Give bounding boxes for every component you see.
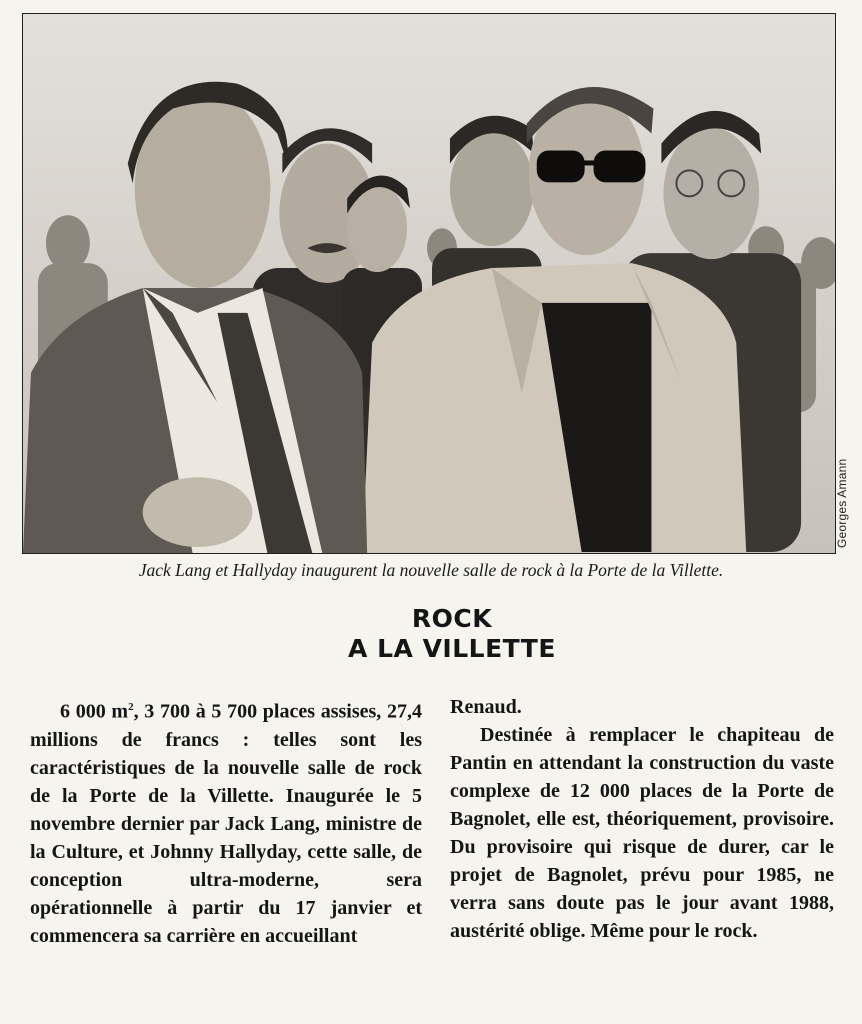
- paragraph-1-start: 6 000 m: [60, 700, 129, 723]
- paragraph-1-end: Renaud.: [450, 696, 522, 718]
- photo-caption: Jack Lang et Hallyday inaugurent la nouvelle salle de rock à la Porte de la Villette.: [138, 560, 724, 580]
- article-column-1: [30, 693, 422, 950]
- crowd-photo-illustration: [23, 14, 835, 553]
- article-title: [0, 604, 862, 664]
- article-column-2: [450, 693, 834, 945]
- paragraph-1: [30, 693, 422, 950]
- news-photo: [22, 13, 836, 554]
- article-title-line-1: ROCK: [411, 604, 493, 633]
- photo-credit: Georges Amann: [835, 458, 849, 548]
- superscript-squared: 2: [128, 701, 134, 713]
- paragraph-1-rest: , 3 700 à 5 700 places assises, 27,4 millions de francs : telles sont les caractéristiques de la nouvelle salle de rock de la Porte de la Villette. Inaugurée le 5 novembre dernier par Jack Lang, ministre de la Culture, et Johnny Hallyday, cette salle, de conception ultra-moderne, sera opérationnelle à partir du 17 janvier et commencera sa carrière en accueillant: [30, 700, 422, 947]
- article-title-line-2: A LA VILLETTE: [348, 634, 556, 663]
- paragraph-2: Destinée à remplacer le chapiteau de Pantin en attendant la construction du vaste complexe de 12 000 places de la Porte de Bagnolet, elle est, théoriquement, provisoire. Du provisoire qui risque de durer, car le projet de Bagnolet, prévu pour 1985, ne verra sans doute pas le jour avant 1988, austérité oblige. Même pour le rock.: [450, 724, 834, 942]
